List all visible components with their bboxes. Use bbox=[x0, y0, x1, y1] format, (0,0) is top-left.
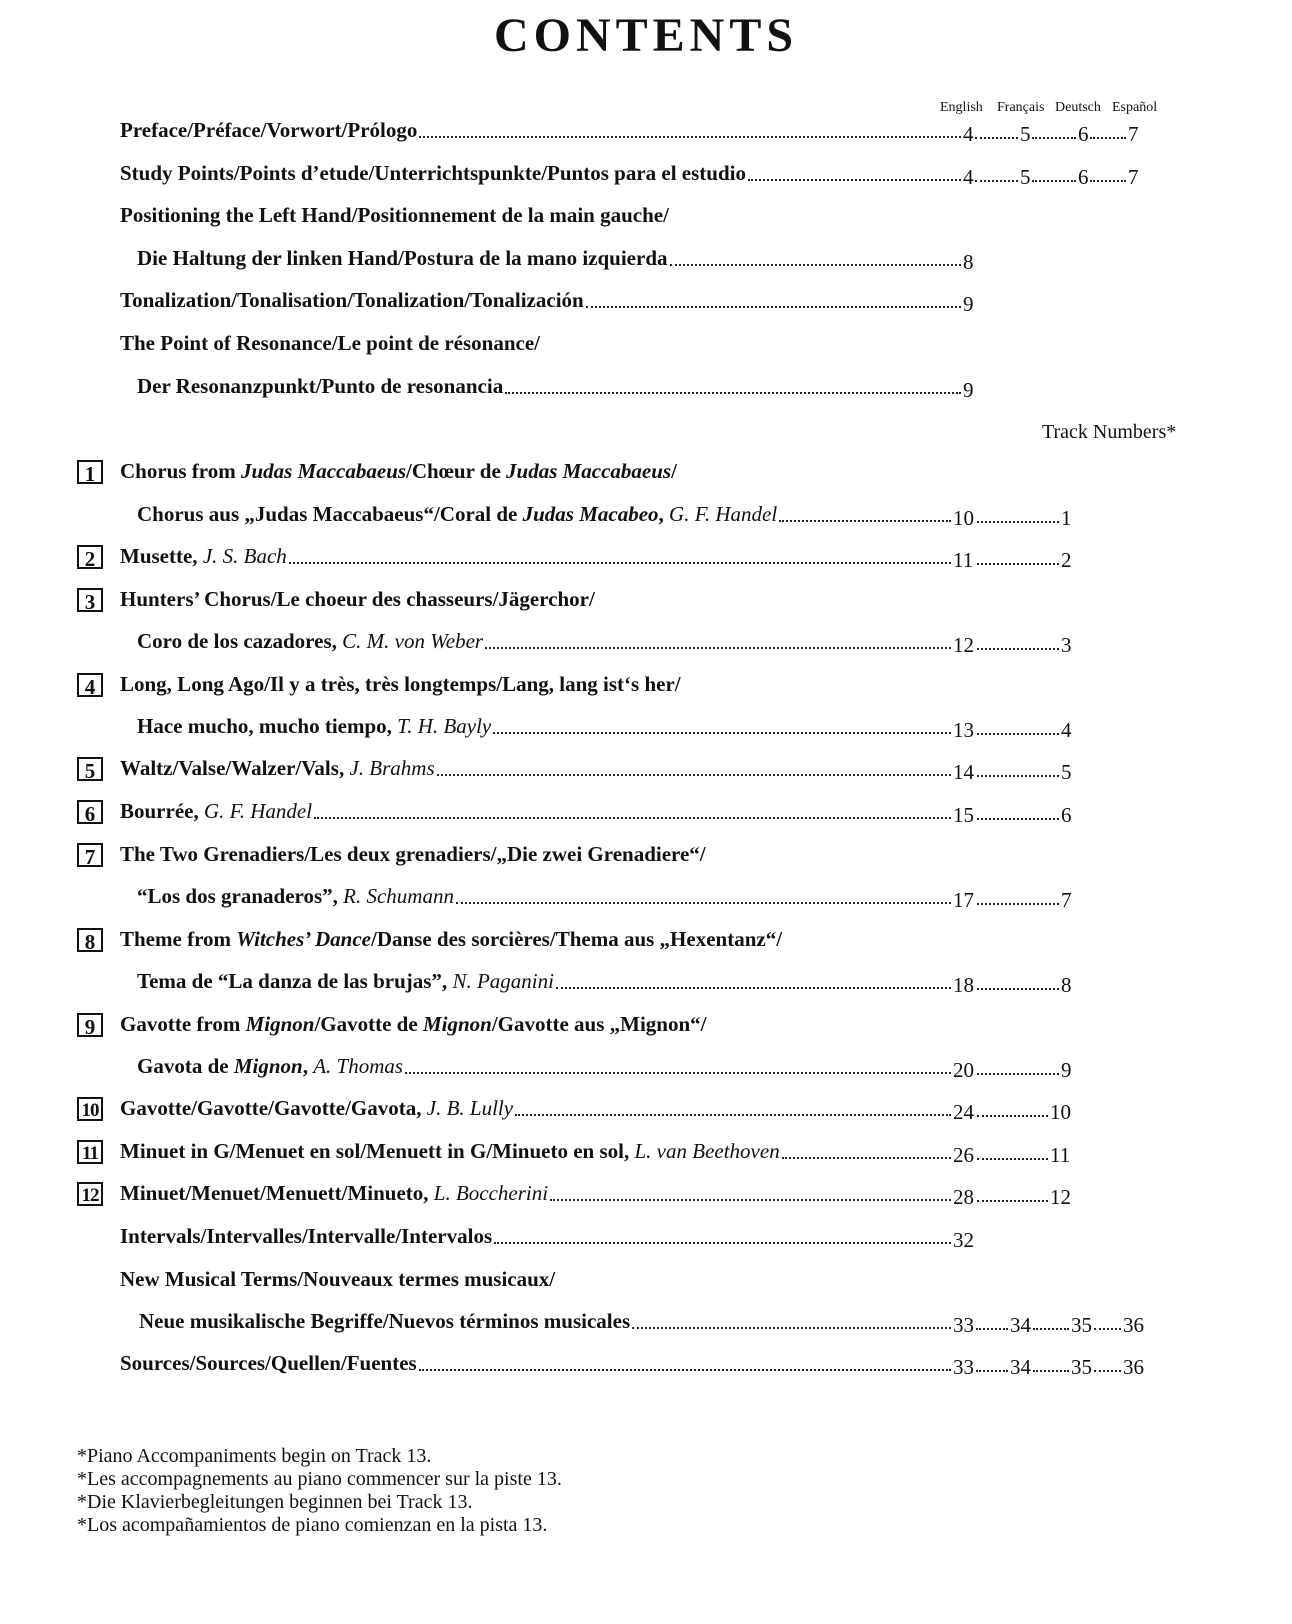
title-part: Tema de “La danza de las brujas”, bbox=[137, 969, 453, 993]
leader-line bbox=[120, 1012, 709, 1036]
piece-number-box: 1 bbox=[77, 460, 103, 484]
italic-title-part: Judas Macabeo bbox=[522, 502, 659, 526]
entry-title bbox=[137, 1054, 405, 1078]
title-part: “Los dos granaderos”, bbox=[137, 884, 344, 908]
page-number: 9 bbox=[963, 378, 974, 402]
page-number: 36 bbox=[1123, 1313, 1144, 1337]
page-number: 36 bbox=[1123, 1355, 1144, 1379]
dot-leader bbox=[419, 1369, 951, 1371]
title-part: /Chœur de bbox=[406, 459, 507, 483]
composer-name: L. van Beethoven bbox=[634, 1139, 780, 1163]
page-number: 34 bbox=[1010, 1355, 1031, 1379]
dot-leader bbox=[977, 988, 1059, 990]
leader-line bbox=[120, 587, 597, 611]
page-number: 24 bbox=[953, 1100, 974, 1124]
title-part: Gavota de bbox=[137, 1054, 234, 1078]
italic-title-part: Mignon bbox=[422, 1012, 492, 1036]
track-number: 3 bbox=[1061, 633, 1072, 657]
page-number: 20 bbox=[953, 1058, 974, 1082]
title-part: /Gavotte de bbox=[314, 1012, 423, 1036]
track-number: 2 bbox=[1061, 548, 1072, 572]
page-number: 9 bbox=[963, 292, 974, 316]
page-number: 5 bbox=[1020, 165, 1031, 189]
entry-title bbox=[120, 1139, 782, 1163]
page-title: CONTENTS bbox=[493, 9, 799, 62]
column-header-english: English bbox=[940, 100, 983, 115]
dot-leader bbox=[485, 647, 951, 649]
contents-line bbox=[0, 587, 1292, 623]
column-header-espanol: Español bbox=[1112, 100, 1158, 115]
dot-leader bbox=[748, 179, 961, 181]
leader-line bbox=[120, 842, 708, 866]
title-part: Gavotte/Gavotte/Gavotte/Gavota, bbox=[120, 1096, 427, 1120]
composer-name: C. M. von Weber bbox=[342, 629, 484, 653]
footnote-spanish: *Los acompañamientos de piano comienzan en la pista 13. bbox=[77, 1514, 548, 1536]
entry-title bbox=[137, 502, 779, 526]
composer-name: N. Paganini bbox=[452, 969, 554, 993]
contents-line bbox=[0, 118, 1292, 154]
track-number: 6 bbox=[1061, 803, 1072, 827]
leader-line bbox=[120, 672, 683, 696]
page-number: 15 bbox=[953, 803, 974, 827]
track-number: 12 bbox=[1050, 1185, 1071, 1209]
page-number: 28 bbox=[953, 1185, 974, 1209]
footnote-french: *Les accompagnements au piano commencer sur la piste 13. bbox=[77, 1468, 562, 1490]
entry-title bbox=[120, 587, 597, 611]
entry-title: Tonalization/Tonalisation/Tonalization/Tonalización bbox=[120, 288, 584, 312]
track-number: 9 bbox=[1061, 1058, 1072, 1082]
entry-title bbox=[120, 672, 683, 696]
page-number: 7 bbox=[1128, 165, 1139, 189]
footnotes bbox=[77, 1445, 562, 1537]
page-number: 34 bbox=[1010, 1313, 1031, 1337]
piece-number-box: 5 bbox=[77, 757, 103, 781]
composer-name: J. S. Bach bbox=[202, 544, 287, 568]
title-part: Chorus from bbox=[120, 459, 241, 483]
leader-line bbox=[139, 1309, 951, 1333]
leader-line bbox=[137, 969, 951, 993]
page-number: 35 bbox=[1071, 1313, 1092, 1337]
dot-leader bbox=[977, 1073, 1059, 1075]
piece-number-box: 3 bbox=[77, 588, 103, 612]
page-number: 6 bbox=[1078, 165, 1089, 189]
contents-line bbox=[0, 1181, 1292, 1217]
dot-leader bbox=[419, 136, 961, 138]
track-number: 8 bbox=[1061, 973, 1072, 997]
entry-title bbox=[120, 459, 679, 483]
leader-line bbox=[120, 799, 951, 823]
contents-line bbox=[0, 927, 1292, 963]
piece-number-box: 7 bbox=[77, 843, 103, 867]
title-part: Bourrée, bbox=[120, 799, 204, 823]
leader-line bbox=[137, 374, 961, 398]
page-number: 10 bbox=[953, 506, 974, 530]
dot-leader bbox=[977, 521, 1059, 523]
title-part: Hunters’ Chorus/Le choeur des chasseurs/Jägerchor/ bbox=[120, 587, 595, 611]
title-part: Hace mucho, mucho tiempo, bbox=[137, 714, 398, 738]
contents-line bbox=[0, 502, 1292, 538]
page-number: 17 bbox=[953, 888, 974, 912]
contents-line bbox=[0, 288, 1292, 324]
track-number: 5 bbox=[1061, 760, 1072, 784]
contents-line bbox=[0, 756, 1292, 792]
footnote-english: *Piano Accompaniments begin on Track 13. bbox=[77, 1445, 432, 1467]
dot-leader bbox=[977, 1115, 1048, 1117]
dot-leader bbox=[405, 1072, 951, 1074]
page-number: 13 bbox=[953, 718, 974, 742]
footnote-german: *Die Klavierbegleitungen beginnen bei Track 13. bbox=[77, 1491, 473, 1513]
contents-line bbox=[0, 799, 1292, 835]
page-number: 12 bbox=[953, 633, 974, 657]
dot-leader bbox=[975, 137, 1018, 139]
piece-number-box: 8 bbox=[77, 928, 103, 952]
entry-title: Preface/Préface/Vorwort/Prólogo bbox=[120, 118, 418, 142]
dot-leader bbox=[314, 817, 951, 819]
leader-line bbox=[137, 884, 951, 908]
dot-leader bbox=[289, 562, 951, 564]
contents-line bbox=[0, 1309, 1292, 1345]
dot-leader bbox=[556, 987, 951, 989]
dot-leader bbox=[976, 1328, 1008, 1330]
page-number: 33 bbox=[953, 1313, 974, 1337]
entry-title: Der Resonanzpunkt/Punto de resonancia bbox=[137, 374, 504, 398]
contents-line bbox=[0, 714, 1292, 750]
leader-line bbox=[120, 1181, 951, 1205]
dot-leader bbox=[977, 903, 1059, 905]
track-number: 10 bbox=[1050, 1100, 1071, 1124]
dot-leader bbox=[779, 520, 951, 522]
leader-line bbox=[137, 629, 951, 653]
page-number: 14 bbox=[953, 760, 974, 784]
piece-number-box: 9 bbox=[77, 1013, 103, 1037]
title-part: Waltz/Valse/Walzer/Vals, bbox=[120, 756, 350, 780]
leader-line bbox=[120, 118, 961, 142]
contents-line bbox=[0, 1351, 1292, 1387]
contents-line bbox=[0, 1096, 1292, 1132]
title-part: Musette, bbox=[120, 544, 203, 568]
dot-leader bbox=[550, 1199, 951, 1201]
page-number: 5 bbox=[1020, 122, 1031, 146]
entry-title bbox=[120, 1012, 709, 1036]
composer-name: G. F. Handel bbox=[203, 799, 313, 823]
entry-title: The Point of Resonance/Le point de résonance/ bbox=[120, 331, 540, 355]
leader-line bbox=[120, 1267, 557, 1291]
leader-line bbox=[120, 161, 961, 185]
entry-title bbox=[137, 969, 556, 993]
dot-leader bbox=[456, 902, 951, 904]
title-part: Long, Long Ago/Il y a très, très longtemps/Lang, lang ist‘s her/ bbox=[120, 672, 681, 696]
track-numbers-header: Track Numbers* bbox=[1042, 421, 1177, 443]
leader-line bbox=[120, 1224, 951, 1248]
page-number: 18 bbox=[953, 973, 974, 997]
composer-name: A. Thomas bbox=[313, 1054, 404, 1078]
track-number: 4 bbox=[1061, 718, 1072, 742]
leader-line bbox=[120, 288, 961, 312]
piece-number-box: 11 bbox=[77, 1140, 103, 1164]
title-part: The Two Grenadiers/Les deux grenadiers/„Die zwei Grenadiere“/ bbox=[120, 842, 706, 866]
leader-line bbox=[120, 1096, 951, 1120]
contents-line bbox=[0, 1224, 1292, 1260]
entry-title bbox=[120, 1181, 550, 1205]
dot-leader bbox=[505, 392, 961, 394]
title-part: /Danse des sorcières/Thema aus „Hexentanz“/ bbox=[370, 927, 783, 951]
page-number: 35 bbox=[1071, 1355, 1092, 1379]
contents-line bbox=[0, 672, 1292, 708]
dot-leader bbox=[493, 732, 951, 734]
title-part: , bbox=[658, 502, 670, 526]
track-number: 1 bbox=[1061, 506, 1072, 530]
entry-title bbox=[137, 714, 493, 738]
leader-line bbox=[137, 246, 961, 270]
entry-title bbox=[120, 799, 314, 823]
title-part: Chorus aus „Judas Maccabaeus“/Coral de bbox=[137, 502, 523, 526]
piece-number-box: 6 bbox=[77, 800, 103, 824]
leader-line bbox=[120, 331, 542, 355]
leader-line bbox=[137, 502, 951, 526]
dot-leader bbox=[1033, 1328, 1069, 1330]
column-header-deutsch: Deutsch bbox=[1055, 100, 1101, 115]
leader-line bbox=[120, 203, 671, 227]
leader-line bbox=[137, 1054, 951, 1078]
composer-name: J. Brahms bbox=[349, 756, 435, 780]
contents-line bbox=[0, 629, 1292, 665]
dot-leader bbox=[977, 733, 1059, 735]
italic-title-part: Mignon bbox=[233, 1054, 303, 1078]
leader-line bbox=[120, 756, 951, 780]
contents-line bbox=[0, 969, 1292, 1005]
composer-name: T. H. Bayly bbox=[397, 714, 492, 738]
entry-title: Die Haltung der linken Hand/Postura de la mano izquierda bbox=[137, 246, 668, 270]
dot-leader bbox=[977, 648, 1059, 650]
composer-name: L. Boccherini bbox=[433, 1181, 549, 1205]
contents-line bbox=[0, 246, 1292, 282]
entry-title bbox=[137, 629, 485, 653]
italic-title-part: Mignon bbox=[245, 1012, 315, 1036]
page-number: 32 bbox=[953, 1228, 974, 1252]
dot-leader bbox=[977, 563, 1059, 565]
entry-title: Sources/Sources/Quellen/Fuentes bbox=[120, 1351, 417, 1375]
track-number: 11 bbox=[1050, 1143, 1071, 1167]
contents-line bbox=[0, 374, 1292, 410]
dot-leader bbox=[1094, 1328, 1121, 1330]
dot-leader bbox=[977, 1200, 1048, 1202]
title-part: / bbox=[671, 459, 677, 483]
page-number: 6 bbox=[1078, 122, 1089, 146]
dot-leader bbox=[670, 264, 961, 266]
title-part: Theme from bbox=[120, 927, 237, 951]
contents-line bbox=[0, 1139, 1292, 1175]
entry-title bbox=[137, 884, 456, 908]
title-part: Gavotte from bbox=[120, 1012, 246, 1036]
composer-name: J. B. Lully bbox=[426, 1096, 514, 1120]
dot-leader bbox=[976, 1370, 1008, 1372]
dot-leader bbox=[977, 775, 1059, 777]
dot-leader bbox=[975, 180, 1018, 182]
entry-title: Neue musikalische Begriffe/Nuevos términos musicales bbox=[139, 1309, 631, 1333]
page-number: 4 bbox=[963, 165, 974, 189]
track-number: 7 bbox=[1061, 888, 1072, 912]
composer-name: R. Schumann bbox=[343, 884, 454, 908]
dot-leader bbox=[586, 306, 961, 308]
contents-line bbox=[0, 1267, 1292, 1303]
entry-title: Positioning the Left Hand/Positionnement de la main gauche/ bbox=[120, 203, 669, 227]
dot-leader bbox=[1094, 1370, 1121, 1372]
entry-title: Study Points/Points d’etude/Unterrichtspunkte/Puntos para el estudio bbox=[120, 161, 746, 185]
piece-number-box: 2 bbox=[77, 545, 103, 569]
leader-line bbox=[120, 927, 784, 951]
contents-line bbox=[0, 1012, 1292, 1048]
title-part: , bbox=[302, 1054, 314, 1078]
entry-title bbox=[120, 544, 289, 568]
dot-leader bbox=[1033, 1370, 1069, 1372]
contents-line bbox=[0, 459, 1292, 495]
title-part: Coro de los cazadores, bbox=[137, 629, 343, 653]
title-part: /Gavotte aus „Mignon“/ bbox=[491, 1012, 707, 1036]
contents-line bbox=[0, 203, 1292, 239]
dot-leader bbox=[1090, 137, 1126, 139]
page-number: 8 bbox=[963, 250, 974, 274]
dot-leader bbox=[437, 774, 951, 776]
entry-title bbox=[120, 927, 784, 951]
entry-title: Intervals/Intervalles/Intervalle/Intervalos bbox=[120, 1224, 493, 1248]
page-number: 7 bbox=[1128, 122, 1139, 146]
dot-leader bbox=[494, 1242, 951, 1244]
entry-title bbox=[120, 842, 708, 866]
composer-name: G. F. Handel bbox=[669, 502, 778, 526]
page-number: 26 bbox=[953, 1143, 974, 1167]
leader-line bbox=[137, 714, 951, 738]
italic-title-part: Judas Maccabaeus bbox=[240, 459, 407, 483]
page-number: 11 bbox=[953, 548, 974, 572]
dot-leader bbox=[977, 1158, 1048, 1160]
leader-line bbox=[120, 459, 679, 483]
column-header-francais: Français bbox=[997, 100, 1045, 115]
leader-line bbox=[120, 1139, 951, 1163]
contents-line bbox=[0, 161, 1292, 197]
dot-leader bbox=[1032, 180, 1076, 182]
page-number: 33 bbox=[953, 1355, 974, 1379]
contents-line bbox=[0, 544, 1292, 580]
contents-line bbox=[0, 1054, 1292, 1090]
entry-title bbox=[120, 1096, 515, 1120]
dot-leader bbox=[1090, 180, 1126, 182]
piece-number-box: 12 bbox=[77, 1182, 103, 1206]
dot-leader bbox=[515, 1114, 951, 1116]
leader-line bbox=[120, 1351, 951, 1375]
contents-line bbox=[0, 842, 1292, 878]
page-number: 4 bbox=[963, 122, 974, 146]
leader-line bbox=[120, 544, 951, 568]
dot-leader bbox=[632, 1327, 951, 1329]
entry-title: New Musical Terms/Nouveaux termes musicaux/ bbox=[120, 1267, 556, 1291]
contents-line bbox=[0, 331, 1292, 367]
title-part: Minuet/Menuet/Menuett/Minueto, bbox=[120, 1181, 434, 1205]
italic-title-part: Judas Maccabaeus bbox=[506, 459, 672, 483]
contents-line bbox=[0, 884, 1292, 920]
dot-leader bbox=[1032, 137, 1076, 139]
piece-number-box: 10 bbox=[77, 1097, 103, 1121]
dot-leader bbox=[782, 1157, 951, 1159]
italic-title-part: Witches’ Dance bbox=[236, 927, 371, 951]
piece-number-box: 4 bbox=[77, 673, 103, 697]
entry-title bbox=[120, 756, 437, 780]
title-part: Minuet in G/Menuet en sol/Menuett in G/Minueto en sol, bbox=[120, 1139, 635, 1163]
dot-leader bbox=[977, 818, 1059, 820]
